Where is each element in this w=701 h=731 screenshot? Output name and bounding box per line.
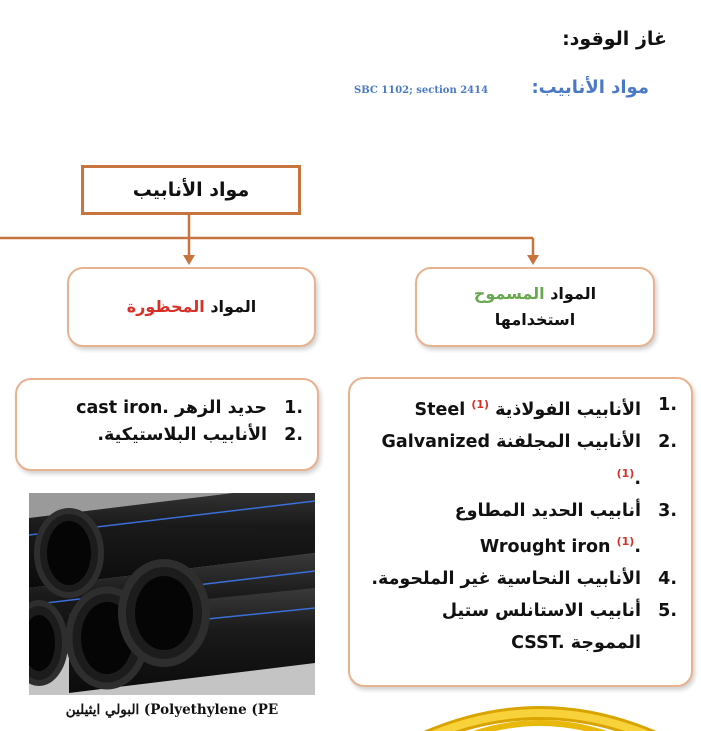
allowed-item bbox=[367, 389, 677, 426]
item-text: الأنابيب الفولاذية bbox=[489, 399, 641, 420]
item-text: حديد الزهر bbox=[168, 398, 267, 418]
forbidden-items bbox=[33, 395, 303, 449]
pipe-materials-heading: مواد الأنابيب: bbox=[531, 77, 649, 98]
item-latin-group bbox=[480, 537, 641, 557]
forbidden-highlight: المحظورة bbox=[126, 297, 205, 317]
root-node: مواد الأنابيب bbox=[81, 165, 301, 215]
yellow-hose-photo bbox=[420, 698, 660, 731]
item-text: أنابيب الحديد المطاوع bbox=[454, 500, 641, 521]
allowed-item bbox=[367, 495, 677, 564]
forbidden-item bbox=[33, 422, 303, 449]
item-number: .1 bbox=[284, 398, 303, 418]
photo-caption: البولي ايثيلين (Polyethylene (PE bbox=[65, 702, 279, 718]
item-text: الأنابيب البلاستيكية. bbox=[97, 425, 267, 445]
allowed-item bbox=[367, 426, 677, 495]
item-latin: Galvanized bbox=[381, 431, 490, 452]
allowed-prefix: المواد bbox=[544, 284, 597, 304]
allowed-item bbox=[367, 563, 677, 595]
allowed-materials-node bbox=[415, 267, 655, 347]
forbidden-item bbox=[33, 395, 303, 422]
reference-marker: (1) bbox=[616, 535, 635, 549]
item-latin: cast iron. bbox=[76, 398, 169, 418]
item-text: الأنابيب النحاسية غير الملحومة. bbox=[371, 569, 641, 590]
forbidden-materials-list bbox=[15, 378, 319, 471]
item-tail: . bbox=[634, 537, 641, 558]
item-text: الأنابيب المجلفنة bbox=[489, 431, 641, 452]
item-number: .5 bbox=[658, 601, 677, 622]
arrow-head-allowed bbox=[527, 255, 539, 265]
pe-pipes-photo bbox=[29, 493, 315, 695]
arrow-head-forbidden bbox=[183, 255, 195, 265]
reference-marker: (1) bbox=[616, 466, 635, 480]
allowed-items bbox=[367, 389, 677, 659]
item-number: .1 bbox=[658, 395, 677, 415]
item-number: .2 bbox=[658, 431, 677, 452]
item-number: .3 bbox=[658, 500, 677, 521]
item-tail: . bbox=[634, 468, 641, 489]
allowed-suffix: استخدامها bbox=[494, 310, 576, 329]
allowed-highlight: المسموح bbox=[473, 284, 545, 304]
allowed-materials-list bbox=[348, 377, 693, 687]
item-text: أنابيب الاستانلس ستيل المموجة bbox=[441, 601, 641, 654]
item-latin-group bbox=[511, 633, 565, 653]
item-latin: Steel bbox=[414, 399, 466, 420]
code-reference: SBC 1102; section 2414 bbox=[354, 85, 489, 96]
forbidden-materials-node bbox=[67, 267, 316, 347]
item-number: .2 bbox=[284, 425, 303, 445]
item-latin: CSST. bbox=[511, 633, 565, 654]
item-latin-group bbox=[415, 400, 490, 420]
allowed-item bbox=[367, 595, 677, 659]
item-number: .4 bbox=[658, 569, 677, 590]
reference-marker: (1) bbox=[471, 398, 490, 411]
item-latin: Wrought iron bbox=[479, 537, 611, 558]
forbidden-prefix: المواد bbox=[204, 297, 257, 317]
fuel-gas-heading: غاز الوقود: bbox=[562, 28, 667, 50]
